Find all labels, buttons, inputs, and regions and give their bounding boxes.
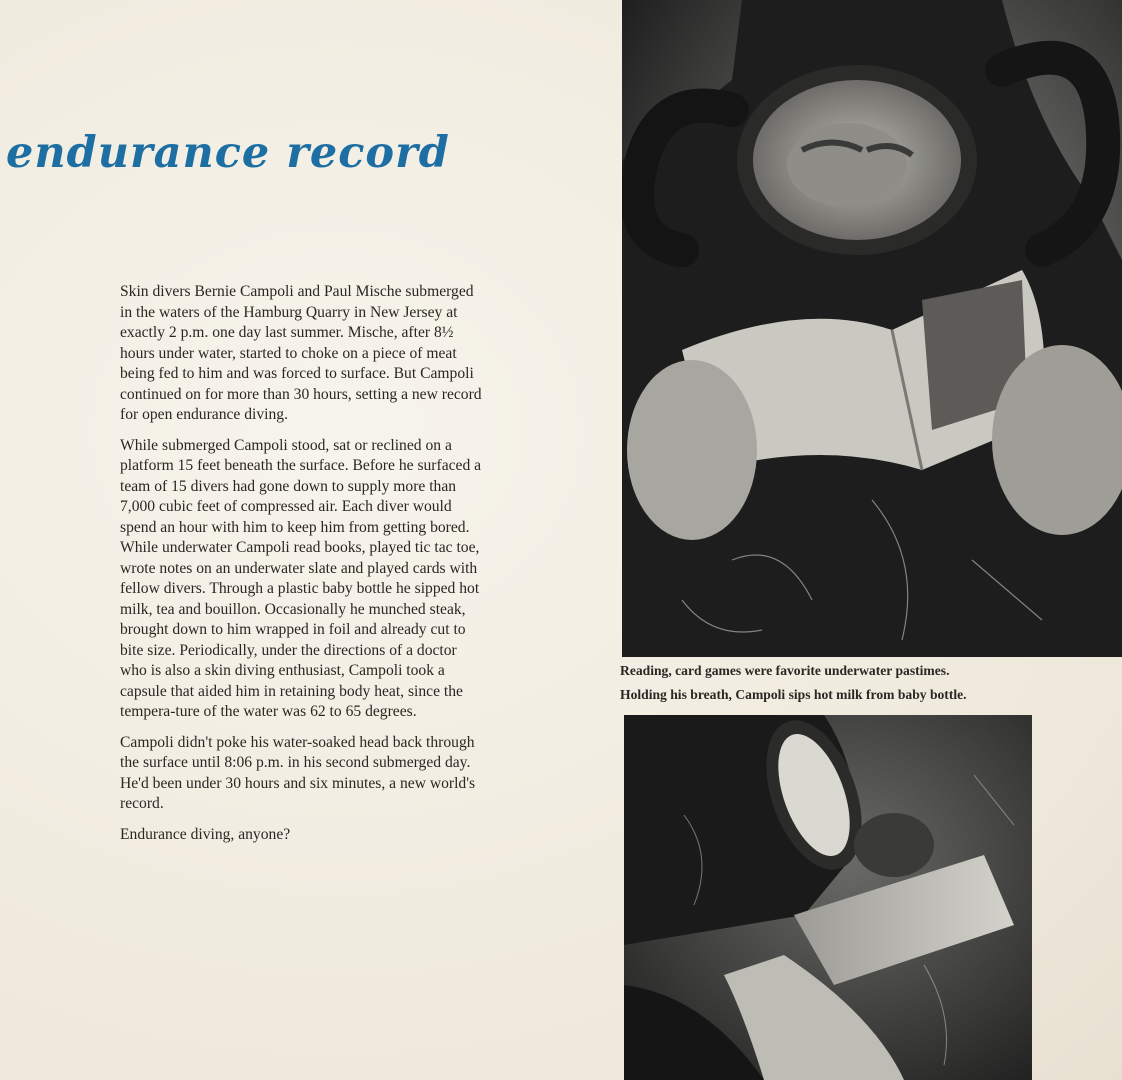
diver-bottle-image [624,715,1032,1080]
diver-bottle-photo [624,715,1032,1080]
article-title: endurance record [6,128,450,178]
article-body [120,282,482,855]
diver-reading-photo [622,0,1122,657]
caption-reading: Reading, card games were favorite underwater pastimes. [620,663,950,678]
paragraph-4: Endurance diving, anyone? [120,825,291,843]
caption-drinking: Holding his breath, Campoli sips hot milk from baby bottle. [620,687,967,702]
diver-reading-image [622,0,1122,657]
paragraph-2: While submerged Campoli stood, sat or reclined on a platform 15 feet beneath the surface. Before he surfaced a team of 15 divers had gone down to supply more than 7,000 cubic feet of compressed air. Each diver would spend an hour with him to keep him from getting bored. While underwater Campoli read books, played tic tac toe, wrote notes on an underwater slate and played cards with fellow divers. Through a plastic baby bottle he sipped hot milk, tea and bouillon. Occasionally he munched steak, brought down to him wrapped in foil and already cut to bite size. Periodically, under the directions of a doctor who is also a skin diving enthusiast, Campoli took a capsule that aided him in retaining body heat, since the tempera-ture of the water was 62 to 65 degrees. [120,436,482,720]
paragraph-3: Campoli didn't poke his water-soaked head back through the surface until 8:06 p.m. in his second submerged day. He'd been under 30 hours and six minutes, a new world's record. [120,733,476,812]
paragraph-1: Skin divers Bernie Campoli and Paul Mische submerged in the waters of the Hamburg Quarry in New Jersey at exactly 2 p.m. one day last summer. Mische, after 8½ hours under water, started to choke on a piece of meat being fed to him and was forced to surface. But Campoli continued on for more than 30 hours, setting a new record for open endurance diving. [120,283,482,423]
